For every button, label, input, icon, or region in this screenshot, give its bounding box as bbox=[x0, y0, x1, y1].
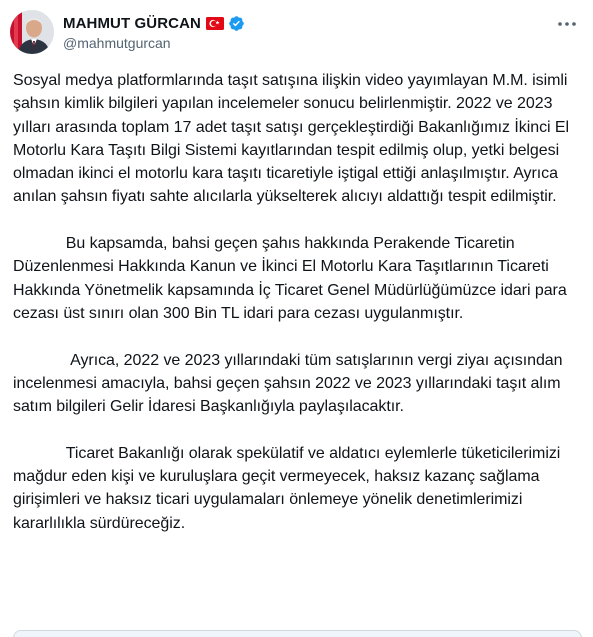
paragraph-spacer bbox=[13, 209, 583, 232]
media-card-edge[interactable] bbox=[13, 630, 582, 637]
tweet-paragraph-3: Ayrıca, 2022 ve 2023 yıllarındaki tüm satışlarının vergi ziyaı açısından incelenmesi amacıyla, bahsi geçen şahsın 2022 ve 2023 yıllarındaki taşıt alım satım bilgileri Gelir İdaresi Başkanlığıyla paylaşılacaktır. bbox=[13, 351, 567, 416]
author-names bbox=[63, 13, 245, 53]
tweet-paragraph-4: Ticaret Bakanlığı olarak spekülatif ve aldatıcı eylemlerle tüketicilerimizi mağdur eden kişi ve kuruluşlara geçit vermeyecek, haksız kazanç sağlama girişimleri ve haksız ticari uygulamaları önlemeye yönelik denetimlerimizi kararlılıkla sürdüreceğiz. bbox=[13, 444, 565, 532]
turkey-flag-icon bbox=[206, 17, 224, 30]
tweet-paragraph-2: Bu kapsamda, bahsi geçen şahıs hakkında Perakende Ticaretin Düzenlenmesi Hakkında Kanun ve İkinci El Motorlu Kara Taşıtlarının Ticareti Hakkında Yönetmelik kapsamında İç Ticaret Genel Müdürlüğümüzce idari para cezası üst sınırı olan 300 Bin TL idari para cezası uygulanmıştır. bbox=[13, 235, 572, 322]
tweet-header bbox=[10, 10, 583, 56]
more-horizontal-icon[interactable] bbox=[555, 14, 579, 34]
tweet-text bbox=[13, 69, 583, 535]
display-name[interactable]: MAHMUT GÜRCAN bbox=[63, 14, 201, 32]
avatar-portrait-icon bbox=[10, 10, 54, 54]
verified-badge-icon bbox=[228, 15, 245, 32]
tweet-paragraph-1: Sosyal medya platformlarında taşıt satışına ilişkin video yayımlayan M.M. isimli şahsın kimlik bilgileri yapılan incelemeler sonucu belirlenmiştir. 2022 ve 2023 yılları arasında toplam 17 adet taşıt satışı gerçekleştirdiği Bakanlığımız İkinci El Motorlu Kara Taşıtı Bilgi Sistemi kayıtlarından tespit edilmiş olup, yetki belgesi olmadan ikinci el motorlu kara taşıtı ticaretiyle iştigal ettiği anlaşılmıştır. Ayrıca anılan şahsın fiyatı sahte alıcılarla yükselterek alıcıyı aldattığı tespit edilmiştir. bbox=[13, 72, 574, 206]
display-name-row bbox=[63, 13, 245, 33]
author-handle[interactable]: @mahmutgurcan bbox=[63, 35, 171, 51]
paragraph-spacer bbox=[13, 325, 583, 348]
paragraph-spacer bbox=[13, 418, 583, 441]
avatar[interactable] bbox=[10, 10, 54, 54]
